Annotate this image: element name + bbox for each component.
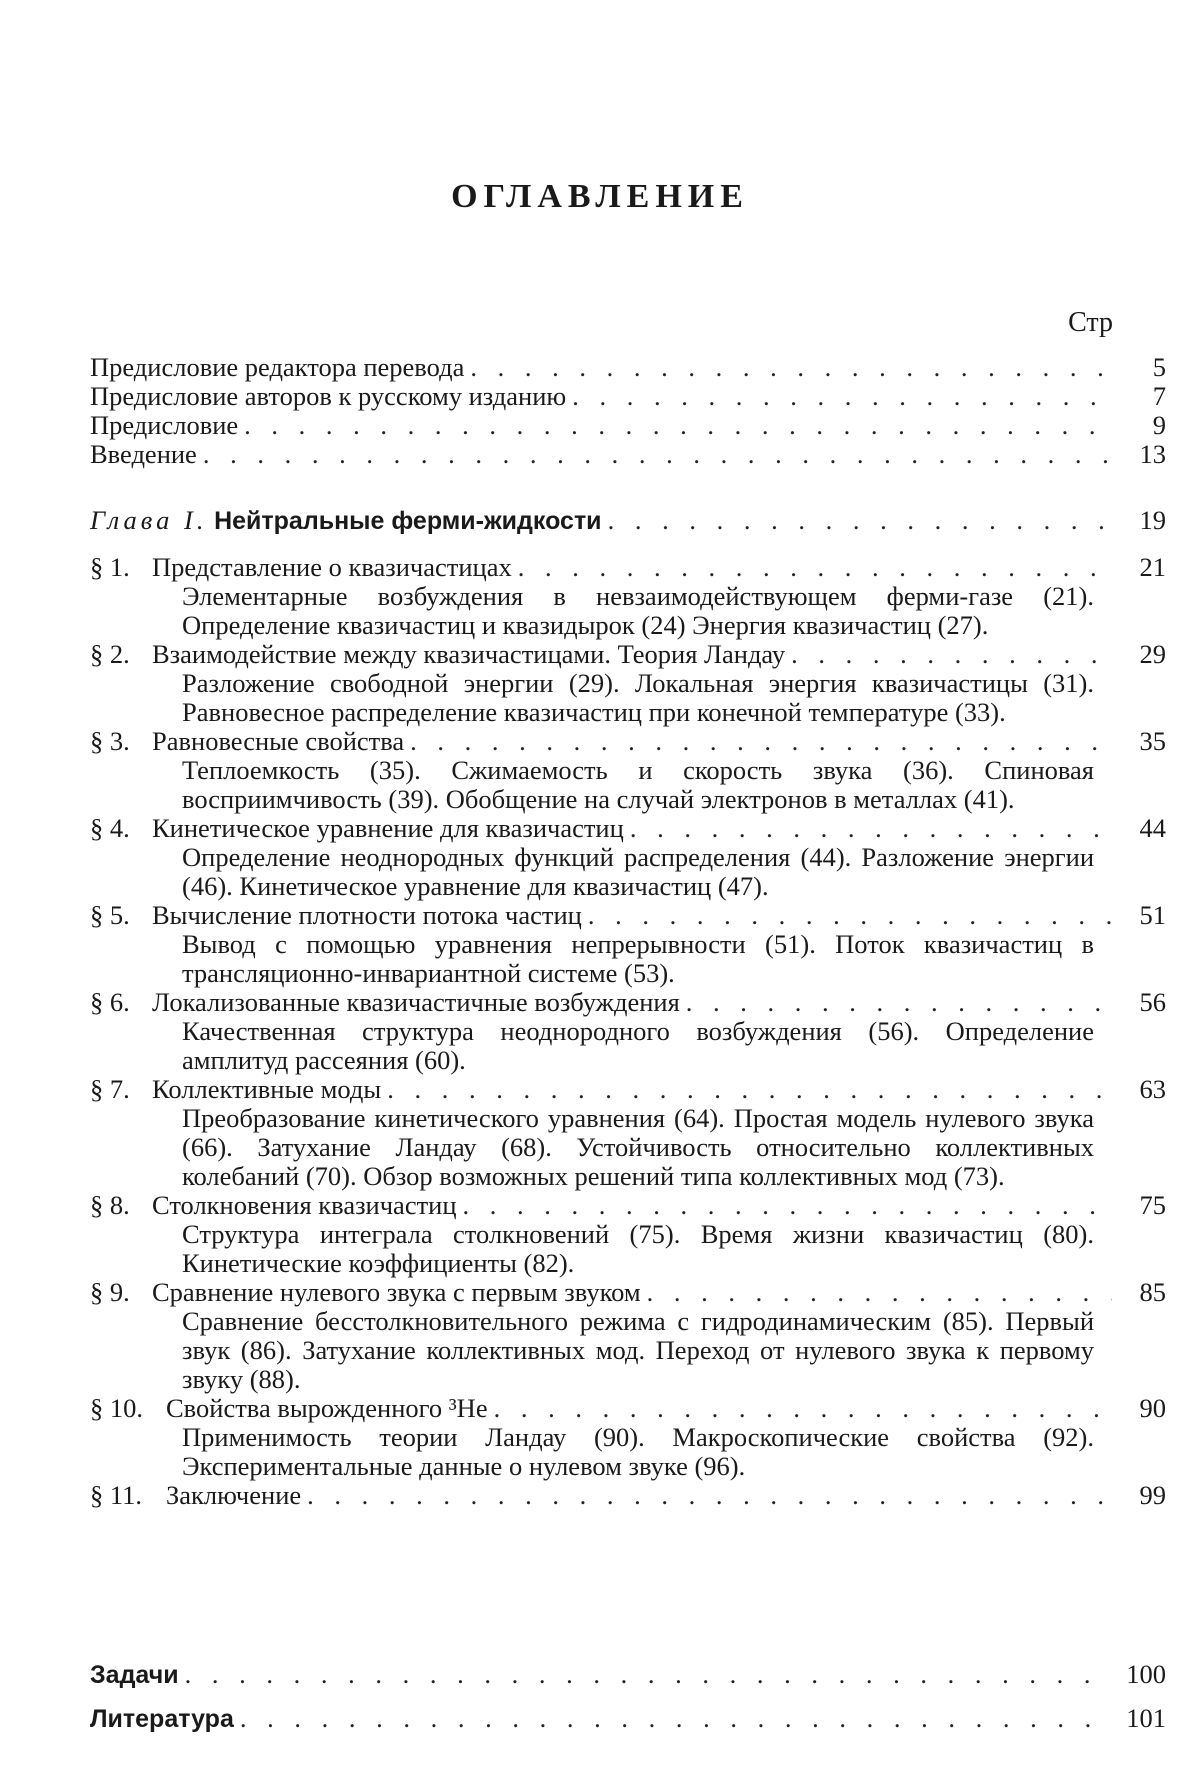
- toc-entry-page: 5: [1122, 353, 1166, 382]
- section-title: Локализованные квазичастичные возбуждения: [152, 987, 680, 1017]
- section-number: § 7.: [90, 1075, 152, 1104]
- section-entry: [90, 640, 1166, 727]
- section-title: Равновесные свойства: [152, 726, 404, 756]
- section-entry: [90, 1075, 1166, 1191]
- section-subtopics: Преобразование кинетического уравнения (64). Простая модель нулевого звука (66). Затухание Ландау (68). Устойчивость относительно коллективных колебаний (70). Обзор возможных решений типа коллективных мод (73).: [182, 1104, 1094, 1191]
- toc-entry: [90, 1704, 1166, 1734]
- section-number: § 3.: [90, 727, 152, 756]
- leader-dots: [470, 353, 1112, 382]
- section-title: Свойства вырожденного ³He: [166, 1393, 488, 1423]
- toc-entry: [90, 1660, 1166, 1690]
- page-column-label: Стр: [1068, 307, 1113, 339]
- section-entry: [90, 1481, 1166, 1510]
- page-title: ОГЛАВЛЕНИЕ: [0, 178, 1200, 216]
- section-page: 29: [1122, 640, 1166, 669]
- leader-dots: [494, 1394, 1112, 1423]
- front-matter-list: [90, 353, 1166, 469]
- section-page: 51: [1122, 901, 1166, 930]
- leader-dots: [608, 506, 1112, 535]
- section-number: § 6.: [90, 988, 152, 1017]
- section-number: § 8.: [90, 1191, 152, 1220]
- leader-dots: [686, 988, 1112, 1017]
- toc-entry-page: 101: [1122, 1704, 1166, 1733]
- section-number: § 4.: [90, 814, 152, 843]
- toc-entry-label: Литература: [90, 1705, 234, 1734]
- leader-dots: [647, 1278, 1112, 1307]
- toc-entry-page: 9: [1122, 411, 1166, 440]
- section-entry: [90, 1394, 1166, 1481]
- leader-dots: [244, 411, 1112, 440]
- toc-entry: [90, 353, 1166, 382]
- leader-dots: [791, 640, 1112, 669]
- leader-dots: [410, 727, 1112, 756]
- section-entry: [90, 901, 1166, 988]
- section-page: 56: [1122, 988, 1166, 1017]
- section-subtopics: Определение неоднородных функций распределения (44). Разложение энергии (46). Кинетическое уравнение для квазичастиц (47).: [182, 843, 1094, 901]
- section-title: Столкновения квазичастиц: [152, 1190, 457, 1220]
- section-title: Вычисление плотности потока частиц: [152, 900, 582, 930]
- section-entry: [90, 814, 1166, 901]
- section-subtopics: Качественная структура неоднородного возбуждения (56). Определение амплитуд рассеяния (60).: [182, 1017, 1094, 1075]
- section-entry: [90, 727, 1166, 814]
- section-subtopics: Применимость теории Ландау (90). Макроскопические свойства (92). Экспериментальные данные о нулевом звуке (96).: [182, 1423, 1094, 1481]
- section-entry: [90, 553, 1166, 640]
- section-subtopics: Теплоемкость (35). Сжимаемость и скорость звука (36). Спиновая восприимчивость (39). Обобщение на случай электронов в металлах (41).: [182, 756, 1094, 814]
- section-title: Представление о квазичастицах: [152, 552, 512, 582]
- section-page: 99: [1122, 1481, 1166, 1510]
- section-list: [90, 553, 1166, 1510]
- section-number: § 9.: [90, 1278, 152, 1307]
- chapter-prefix: Глава I.: [90, 505, 207, 535]
- leader-dots: [588, 901, 1112, 930]
- leader-dots: [203, 440, 1112, 469]
- section-title: Взаимодействие между квазичастицами. Теория Ландау: [152, 639, 785, 669]
- toc-entry: [90, 411, 1166, 440]
- section-number: § 2.: [90, 640, 152, 669]
- toc-entry-label: Предисловие авторов к русскому изданию: [90, 382, 566, 411]
- section-title: Заключение: [166, 1480, 301, 1510]
- section-number: § 1.: [90, 553, 152, 582]
- leader-dots: [572, 382, 1112, 411]
- section-page: 21: [1122, 553, 1166, 582]
- section-title: Сравнение нулевого звука с первым звуком: [152, 1277, 641, 1307]
- toc-entry: [90, 506, 1166, 536]
- section-page: 44: [1122, 814, 1166, 843]
- chapter-title: Нейтральные ферми-жидкости: [214, 507, 601, 535]
- section-page: 35: [1122, 727, 1166, 756]
- leader-dots: [387, 1075, 1112, 1104]
- section-title: Кинетическое уравнение для квазичастиц: [152, 813, 624, 843]
- section-number: § 5.: [90, 901, 152, 930]
- leader-dots: [518, 553, 1112, 582]
- toc-entry-label: Предисловие редактора перевода: [90, 353, 464, 382]
- section-title: Коллективные моды: [152, 1074, 381, 1104]
- toc-entry-label: Введение: [90, 440, 197, 469]
- toc-entry-page: 19: [1122, 506, 1166, 535]
- toc-entry-page: 7: [1122, 382, 1166, 411]
- section-entry: [90, 1191, 1166, 1278]
- section-page: 85: [1122, 1278, 1166, 1307]
- leader-dots: [185, 1660, 1112, 1689]
- toc-entry-page: 13: [1122, 440, 1166, 469]
- toc-entry-page: 100: [1122, 1660, 1166, 1689]
- section-subtopics: Сравнение бесстолкновительного режима с гидродинамическим (85). Первый звук (86). Затухание коллективных мод. Переход от нулевого звука к первому звуку (88).: [182, 1307, 1094, 1394]
- toc-entry: [90, 440, 1166, 469]
- section-subtopics: Структура интеграла столкновений (75). Время жизни квазичастиц (80). Кинетические коэффициенты (82).: [182, 1220, 1094, 1278]
- toc-entry-label: Предисловие: [90, 411, 238, 440]
- section-page: 90: [1122, 1394, 1166, 1423]
- section-subtopics: Вывод с помощью уравнения непрерывности (51). Поток квазичастиц в трансляционно-инвариантной системе (53).: [182, 930, 1094, 988]
- section-entry: [90, 988, 1166, 1075]
- section-subtopics: Разложение свободной энергии (29). Локальная энергия квазичастицы (31). Равновесное распределение квазичастиц при конечной температуре (33).: [182, 669, 1094, 727]
- section-page: 75: [1122, 1191, 1166, 1220]
- leader-dots: [240, 1704, 1112, 1733]
- leader-dots: [307, 1481, 1112, 1510]
- back-matter-list: [90, 1660, 1166, 1748]
- section-subtopics: Элементарные возбуждения в невзаимодействующем ферми-газе (21). Определение квазичастиц и квазидырок (24) Энергия квазичастиц (27).: [182, 582, 1094, 640]
- section-page: 63: [1122, 1075, 1166, 1104]
- section-number: § 11.: [90, 1481, 166, 1510]
- leader-dots: [463, 1191, 1112, 1220]
- leader-dots: [630, 814, 1112, 843]
- section-entry: [90, 1278, 1166, 1394]
- toc-entry-label: Задачи: [90, 1661, 179, 1690]
- section-number: § 10.: [90, 1394, 166, 1423]
- chapter-heading: [90, 506, 1166, 536]
- toc-entry: [90, 382, 1166, 411]
